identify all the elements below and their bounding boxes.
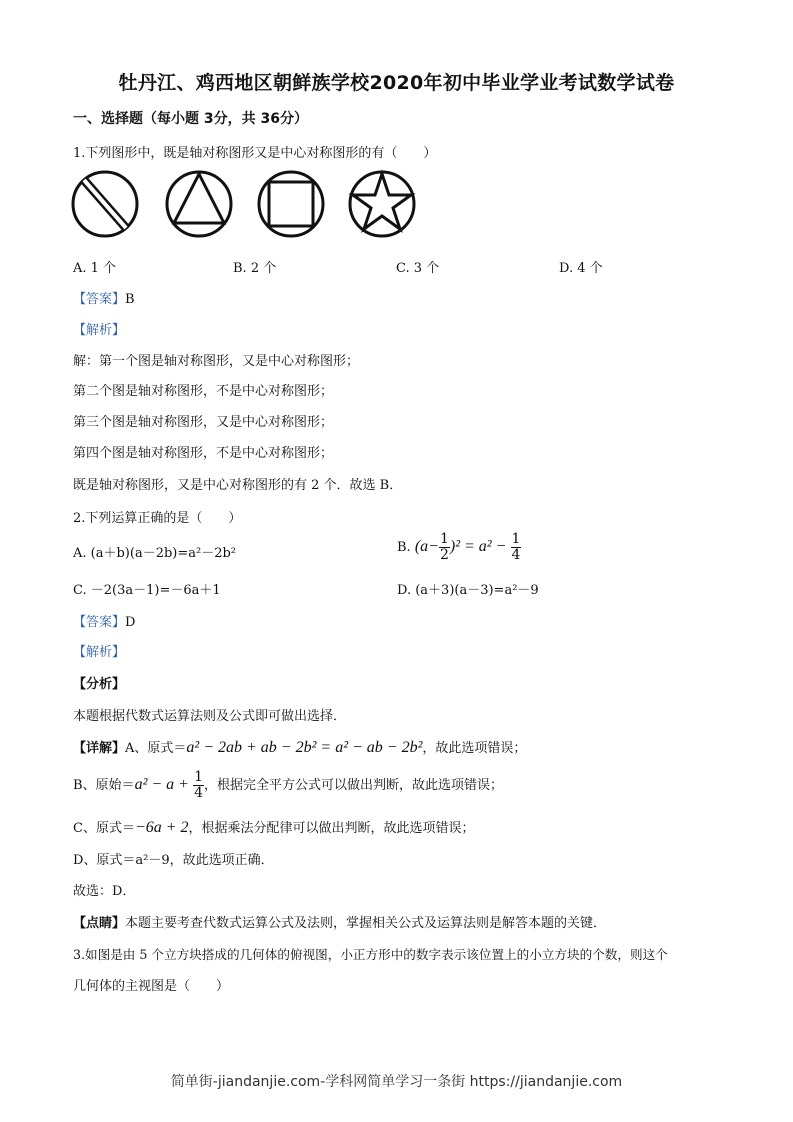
q1-option-d: D. 4 个 (559, 261, 603, 276)
q2-detail-d: D、原式＝a²－9，故此选项正确． (73, 853, 274, 868)
q2-option-b-label: B. (397, 540, 411, 555)
q2-detail-c: C、原式＝−6a + 2，根据乘法分配律可以做出判断，故此选项错误； (73, 819, 475, 836)
figure-circle-triangle (167, 172, 231, 236)
answer-value: B (125, 292, 135, 307)
figure-circle-square (259, 172, 323, 236)
q1-option-a: A. 1 个 (73, 261, 117, 276)
q1-figures (70, 166, 420, 242)
answer-tag: 【答案】 (73, 615, 126, 630)
q1-analysis-line: 第二个图是轴对称图形，不是中心对称图形； (73, 384, 334, 399)
fraction-quarter: $\frac{1}{4}$ (194, 769, 204, 801)
q2-detail-a: 【详解】A、原式＝a² − 2ab + ab − 2b² = a² − ab − 2b²，故此选项错误； (73, 739, 527, 756)
figure-circle-slash (73, 172, 137, 236)
q2-option-b-left: (a− (414, 538, 439, 555)
answer-value: D (125, 615, 136, 630)
q1-stem: 1.下列图形中，既是轴对称图形又是中心对称图形的有（ ） (73, 146, 437, 161)
q2-detail-b: B、原始＝a² − a + $\frac{1}{4}$ ，根据完全平方公式可以做出判断，故此选项错误； (73, 769, 504, 801)
q2-option-b (397, 532, 521, 563)
q1-option-c: C. 3 个 (396, 261, 440, 276)
q2-stem: 2.下列运算正确的是（ ） (73, 511, 242, 526)
q1-analysis-line: 解：第一个图是轴对称图形，又是中心对称图形； (73, 354, 360, 369)
q2-dianjing: 【点睛】本题主要考查代数式运算公式及法则，掌握相关公式及运算法则是解答本题的关键． (73, 916, 607, 931)
answer-tag: 【答案】 (73, 292, 126, 307)
q3-stem-line2: 几何体的主视图是（ ） (73, 979, 230, 994)
dianjing-tag: 【点睛】 (73, 916, 126, 931)
fraction-quarter: $\frac{1}{4}$ (511, 531, 521, 563)
page-footer: 简单街-jiandanjie.com-学科网简单学习一条街 https://jiandanjie.com (170, 1074, 623, 1090)
q2-answer (73, 611, 135, 630)
q2-option-b-mid: )² = a² − (449, 538, 507, 555)
q1-answer (73, 288, 135, 307)
q2-conclusion: 故选：D． (73, 884, 136, 899)
q2-fenxi: 本题根据代数式运算法则及公式即可做出选择． (73, 709, 347, 724)
section-heading: 一、选择题（每小题 3分，共 36分） (73, 111, 308, 127)
q1-analysis-tag: 【解析】 (73, 323, 126, 338)
q1-option-b: B. 2 个 (233, 261, 277, 276)
q1-analysis-line: 第三个图是轴对称图形，又是中心对称图形； (73, 415, 334, 430)
figure-circle-star (350, 172, 414, 236)
q2-option-c: C. －2(3a－1)=－6a＋1 (73, 583, 221, 598)
q1-analysis-line: 第四个图是轴对称图形，不是中心对称图形； (73, 446, 334, 461)
q2-option-a: A. (a＋b)(a－2b)=a²－2b² (73, 546, 237, 561)
q2-fenxi-tag: 【分析】 (73, 677, 126, 692)
detail-tag: 【详解】 (73, 741, 126, 756)
q3-stem-line1: 3.如图是由 5 个立方块搭成的几何体的俯视图，小正方形中的数字表示该位置上的小立方块的个数，则这个 (73, 947, 668, 962)
fraction-half: $\frac{1}{2}$ (439, 531, 449, 563)
q2-analysis-tag: 【解析】 (73, 645, 126, 660)
page-title: 牡丹江、鸡西地区朝鲜族学校2020年初中毕业学业考试数学试卷 (118, 72, 675, 94)
q2-option-d: D. (a＋3)(a－3)=a²－9 (397, 583, 539, 598)
q1-analysis-line: 既是轴对称图形，又是中心对称图形的有 2 个．故选 B． (73, 478, 403, 493)
